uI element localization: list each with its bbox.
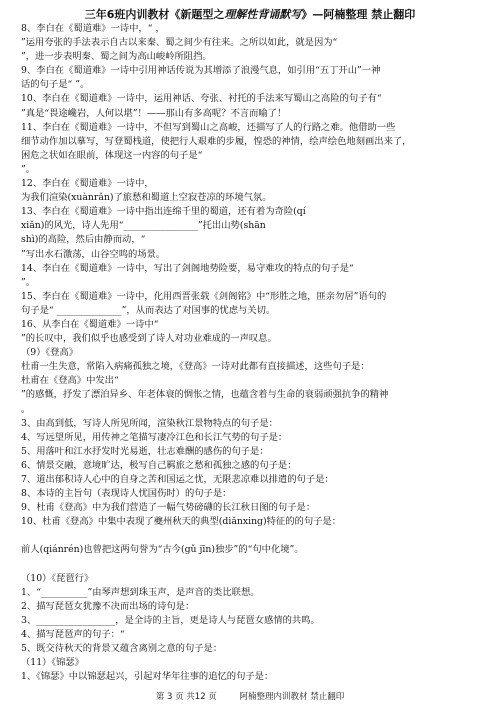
section-heading: （11）《锦瑟》 (21, 657, 84, 669)
blank-line (21, 529, 487, 543)
text-line: ”。 (21, 163, 36, 175)
text-line: ”，进一步表明秦、蜀之间为高山峻岭所阻挡。 (21, 51, 212, 63)
text-line: 话的句子是“ ”。 (21, 79, 90, 91)
text-line: ”。 (21, 276, 36, 288)
header-title-prefix: 三年6班内训教材《新题型之 (84, 8, 225, 21)
text-line: 1、“__________”由琴声想到珠玉声，是声音的类比联想。 (21, 586, 260, 598)
text-line: 10、杜甫《登高》中集中表现了夔州秋天的典型(diǎnxing)特征的的句子是： (21, 516, 342, 528)
text-line: 11、李白在《蜀道难》一诗中，不但写到蜀山之高峻，还描写了人的行路之难。他借助一些 (21, 121, 396, 133)
text-line: 8、李白在《蜀道难》一诗中，“ ， (21, 23, 165, 34)
text-line: 5、既交待秋天的背景又蕴含离别之意的句子是： (21, 643, 223, 655)
text-line: 8、本诗的主旨句（表现诗人忧国伤时）的句子是： (21, 488, 232, 500)
text-line: ”的长叹中，我们似乎也感受到了诗人对功业难成的一声叹息。 (21, 333, 277, 345)
section-heading: （9）《登高》 (21, 347, 79, 359)
text-line: 5、用落叶和江水抒发时光易逝，壮志难酬的感伤的句子是： (21, 445, 269, 457)
text-line: 。 (21, 403, 31, 415)
text-line: ”真是“畏途巉岩，人何以堪”！——那山有多高呢？不言而喻了！ (21, 107, 287, 119)
text-line: 6、情景交融，意境旷达，极写自己羁旅之愁和孤独之感的句子是： (21, 459, 297, 471)
text-line: 9、李白在《蜀道难》一诗中引用神话传说为其增添了浪漫气息，如引用“五丁开山”一神 (21, 65, 381, 77)
text-line: ”运用夸张的手法表示自古以来秦、蜀之间少有往来。之所以如此，就是因为“ (21, 37, 338, 49)
text-line: 句子是“ ______________”，从而表达了对国事的忧虑与关切。 (21, 304, 276, 316)
blank-line (21, 558, 487, 572)
document-body (21, 22, 487, 684)
text-line: 困危之状如在眼前，体现这一内容的句子是“ (21, 149, 203, 161)
text-line: shì)的高险，然后由静而动，“ (21, 234, 146, 246)
text-line: 15、李白在《蜀道难》一诗中，化用西晋张载《剑阁铭》中“形胜之地，匪亲勿居”语句的 (21, 290, 387, 302)
text-line: 4、描写琵琶声的句子：“ (21, 629, 125, 641)
text-line: 杜甫一生失意，常陷入病痛孤独之境，《登高》一诗对此都有直接描述，这些句子是： (21, 361, 370, 373)
text-line: 2、描写琵琶女犹豫不决而出场的诗句是： (21, 600, 195, 612)
text-line: 3、_________________，是全诗的主旨，更是诗人与琵琶女感情的共鸣。 (21, 614, 320, 626)
text-line: 杜甫在《登高》中发出“ (21, 375, 119, 387)
text-line: 7、道出郁积诗人心中的自身之苦和国运之忧，无限悲凉难以排遣的句子是： (21, 474, 334, 485)
text-line: 13、李白在《蜀道难》一诗中指出连绵千里的蜀道，还有着为奇险(qí (21, 206, 306, 218)
header-title-suffix: 》—阿楠整理 禁止翻印 (301, 8, 416, 21)
text-line: 9、杜甫《登高》中为我们营造了一幅气势磅礴的长江秋日图的句子是： (21, 502, 316, 514)
text-line: 4、写远望所见，用传神之笔描写凄冷江色和长江气势的句子是： (21, 431, 288, 443)
text-line: 3、由高到低，写诗人所见所闻，渲染秋江景物特点的句子是： (21, 417, 278, 429)
page-footer (0, 690, 500, 702)
text-line: xiǎn)的风光，诗人先用“________________”托出山势(shān (21, 220, 266, 232)
text-line: ”的感慨，抒发了漂泊异乡、年老体衰的惆怅之情，也蕴含着与生命的衰弱顽强抗争的精神 (21, 389, 389, 401)
text-line: 前人(qiánrén)也曾把这两句誉为“古今(gǔ jīn)独步”的“句中化境”。 (21, 544, 304, 556)
header-title-italic: 理解性背诵默写 (224, 8, 302, 21)
text-line: ”写出水石激荡，山谷空鸣的场景。 (21, 248, 166, 260)
text-line: 为我们渲染(xuànrǎn)了旅愁和蜀道上空寂苍凉的环境气氛。 (21, 192, 272, 204)
text-line: 14、李白在《蜀道难》一诗中，写出了剑阁地势险要，易守难攻的特点的句子是“ (21, 262, 354, 274)
text-line: 12、李白在《蜀道难》一诗中， (21, 178, 154, 190)
text-line: 10、李白在《蜀道难》一诗中，运用神话、夸张、衬托的手法来写蜀山之高险的句子有“ (21, 93, 382, 105)
section-heading: （10）《琵琶行》 (21, 572, 94, 584)
page-header (0, 6, 500, 22)
page-number: 第 3 页 共12 页 (155, 692, 217, 702)
text-line: 1、《锦瑟》中以锦瑟起兴，引起对华年往事的追忆的句子是： (21, 671, 274, 683)
text-line: 细节动作加以摹写，写登蜀栈道，使把行人艰难的步履，惶恐的神情，绘声绘色地刻画出来了， (21, 135, 412, 147)
text-line: 16、从李白在《蜀道难》一诗中“ (21, 318, 159, 330)
footer-note: 阿楠整理内训教材 禁止翻印 (239, 692, 345, 702)
